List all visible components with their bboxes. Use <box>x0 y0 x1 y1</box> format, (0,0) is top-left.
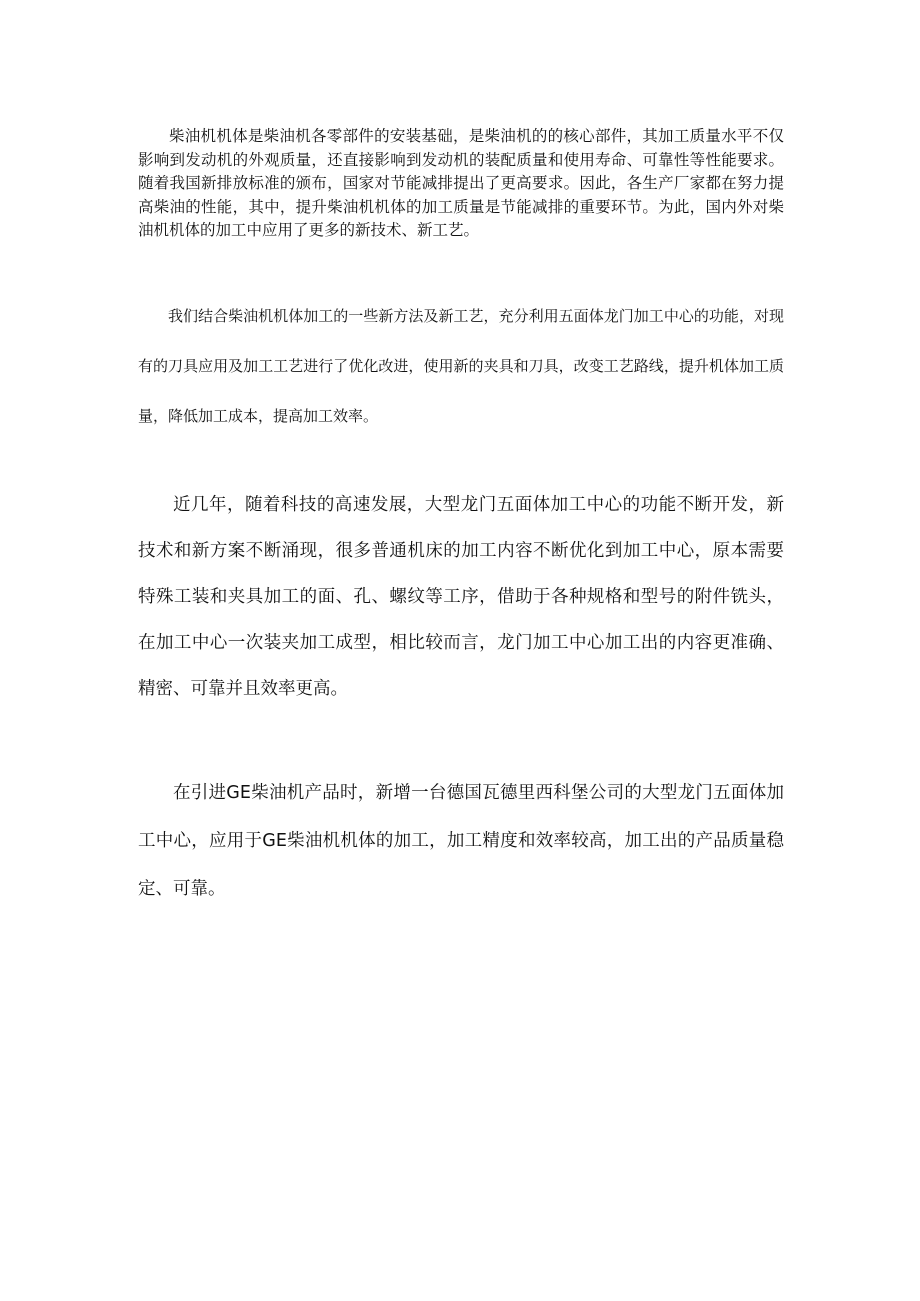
paragraph-intro: 柴油机机体是柴油机各零部件的安装基础，是柴油机的的核心部件，其加工质量水平不仅影响到发动机的外观质量，还直接影响到发动机的装配质量和使用寿命、可靠性等性能要求。随着我国新排放标准的颁布，国家对节能减排提出了更高要求。因此，各生产厂家都在努力提高柴油的性能，其中，提升柴油机机体的加工质量是节能减排的重要环节。为此，国内外对柴油机机体的加工中应用了更多的新技术、新工艺。 <box>138 127 784 239</box>
paragraph-approach: 我们结合柴油机机体加工的一些新方法及新工艺，充分利用五面体龙门加工中心的功能，对现有的刀具应用及加工工艺进行了优化改进，使用新的夹具和刀具，改变工艺路线，提升机体加工质量，降低加工成本，提高加工效率。 <box>138 307 784 425</box>
paragraph-background: 近几年，随着科技的高速发展，大型龙门五面体加工中心的功能不断开发，新技术和新方案不断涌现，很多普通机床的加工内容不断优化到加工中心，原本需要特殊工装和夹具加工的面、孔、螺纹等工序，借助于各种规格和型号的附件铣头，在加工中心一次装夹加工成型，相比较而言，龙门加工中心加工出的内容更准确、精密、可靠并且效率更高。 <box>138 495 784 699</box>
paragraph-ge-machining-center: 在引进GE柴油机产品时，新增一台德国瓦德里西科堡公司的大型龙门五面体加工中心，应用于GE柴油机机体的加工，加工精度和效率较高，加工出的产品质量稳定、可靠。 <box>138 783 784 899</box>
